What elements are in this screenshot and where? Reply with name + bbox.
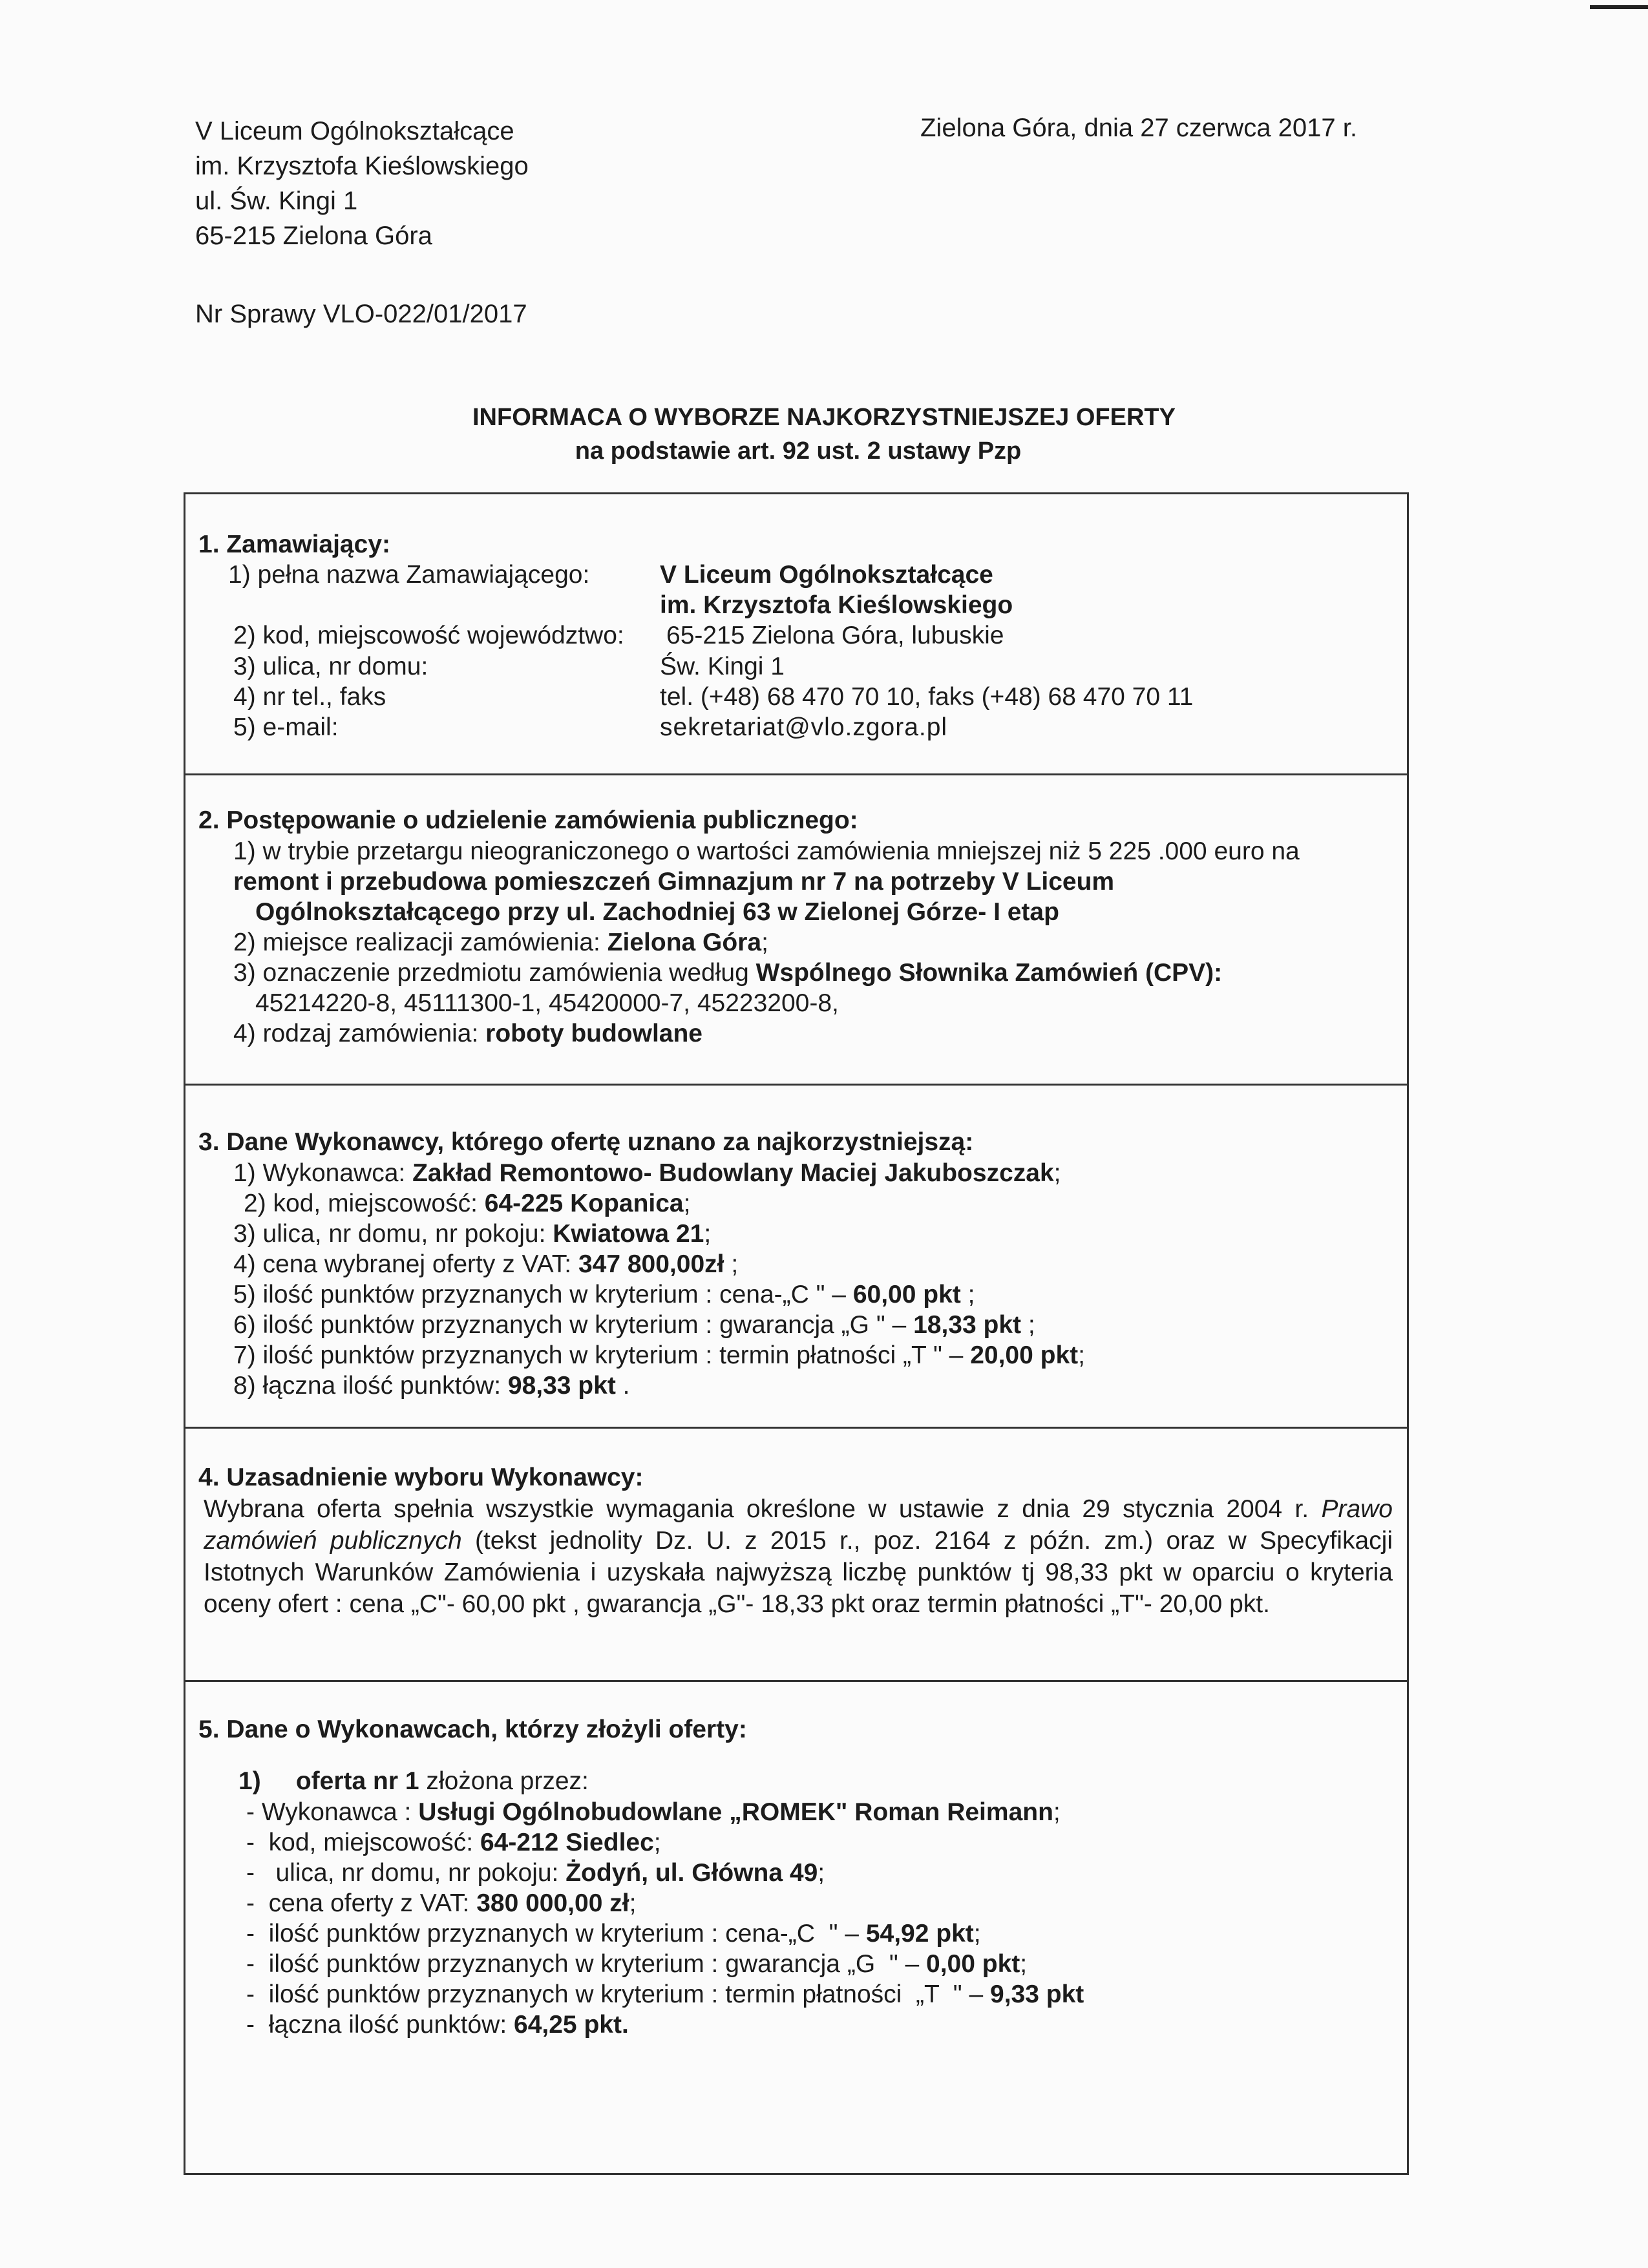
text: 8) łączna ilość punktów: [233,1372,508,1400]
field-value: Św. Kingi 1 [660,653,785,680]
text: 2) miejsce realizacji zamówienia: [233,929,607,956]
text: 380 000,00 zł [476,1889,629,1917]
field-label: 5) e-mail: [233,713,339,741]
text: 347 800,00zł [578,1250,724,1278]
text: 3) oznaczenie przedmiotu zamówienia według [233,959,756,987]
procedure-line: 1) w trybie przetargu nieograniczonego o wartości zamówienia mniejszej niż 5 225 .000 euro na [233,837,1300,865]
section-procedure [185,775,1407,1086]
text: 64-212 Siedlec [480,1829,654,1856]
offer-line [246,1858,825,1889]
text: ; [973,1920,981,1948]
text: 1) [238,1767,296,1795]
field-value: tel. (+48) 68 470 70 10, faks (+48) 68 470 70 11 [660,683,1194,711]
offer-line [246,1827,661,1858]
text: ; [960,1281,975,1308]
offer-line [246,1949,1027,1980]
text: 7) ilość punktów przyznanych w kryterium : termin płatności „T " – [233,1341,971,1369]
law-title: Prawo zamówień publicznych [204,1495,1393,1555]
sender-line: V Liceum Ogólnokształcące [195,117,514,145]
text: 60,00 pkt [852,1281,961,1308]
text: oferta nr 1 [295,1767,419,1795]
scan-edge-mark [1590,5,1648,9]
offer-line [246,1797,1061,1828]
title-line-1: INFORMACA O WYBORZE NAJKORZYSTNIEJSZEJ OFERTY [472,404,1176,431]
text: ; [629,1889,637,1917]
section-heading: 1. Zamawiający: [198,530,390,558]
text: ; [1078,1341,1085,1369]
winner-line [233,1158,1061,1189]
text: ; [683,1190,691,1217]
text: - ilość punktów przyznanych w kryterium : cena-„C " – [246,1920,866,1948]
document-date: Zielona Góra, dnia 27 czerwca 2017 r. [920,114,1357,142]
section-justification [185,1429,1407,1682]
text: 18,33 pkt [913,1311,1021,1339]
text: (tekst jednolity Dz. U. z 2015 r., poz. 2164 z późn. zm.) oraz w Specyfikacji Istotnych Warunków Zamówienia i uzyskała najwyższą liczbę punktów tj 98,33 pkt w oparciu o kryteria oceny ofert : cena „C"- 60,00 pkt , gwarancja „G"- 18,33 pkt oraz termin płatności „T"- 20,00 pkt. [204,1527,1393,1618]
winner-line [233,1279,975,1310]
section-orderer [185,494,1407,775]
winner-line [233,1219,711,1250]
offer-line [246,1888,636,1919]
text: Wspólnego Słownika Zamówień (CPV): [755,959,1223,987]
text: ; [1021,1311,1035,1339]
field-value: sekretariat@vlo.zgora.pl [660,713,948,741]
field-value: 65-215 Zielona Góra, lubuskie [666,622,1004,649]
text: 5) ilość punktów przyznanych w kryterium : cena-„C " – [233,1281,853,1308]
field-label: 4) nr tel., faks [233,683,386,711]
info-table [184,492,1409,2175]
winner-line [233,1370,629,1402]
procedure-line: Ogólnokształcącego przy ul. Zachodniej 63 w Zielonej Górze- I etap [255,898,1059,926]
text: - ilość punktów przyznanych w kryterium : termin płatności „T " – [246,1980,990,2008]
sender-line: im. Krzysztofa Kieślowskiego [195,152,529,180]
text: - cena oferty z VAT: [246,1889,477,1917]
text: Kwiatowa 21 [553,1220,704,1248]
text: 3) ulica, nr domu, nr pokoju: [233,1220,553,1248]
offer-line [238,1766,589,1797]
field-label: 2) kod, miejscowość województwo: [233,622,624,649]
document-title [0,401,1648,468]
text: - kod, miejscowość: [246,1829,480,1856]
text: . [615,1372,630,1400]
text: 0,00 pkt [926,1950,1020,1978]
text: 4) cena wybranej oferty z VAT: [233,1250,578,1278]
sender-line: 65-215 Zielona Góra [195,222,432,250]
section-heading: 5. Dane o Wykonawcach, którzy złożyli oferty: [198,1716,747,1743]
procedure-line [233,1018,703,1049]
text: ; [818,1859,825,1887]
text: ; [761,929,768,956]
text: ; [1053,1159,1061,1187]
section-heading: 2. Postępowanie o udzielenie zamówienia publicznego: [198,806,858,834]
text: 2) kod, miejscowość: [244,1190,485,1217]
offer-line [246,1979,1084,2010]
justification-paragraph [204,1493,1393,1620]
text: 9,33 pkt [990,1980,1084,2008]
section-winner [185,1086,1407,1429]
text: 6) ilość punktów przyznanych w kryterium : gwarancja „G " – [233,1311,914,1339]
text: - łączna ilość punktów: [246,2011,514,2039]
text: złożona przez: [419,1767,589,1795]
text: 54,92 pkt [865,1920,974,1948]
field-value: V Liceum Ogólnokształcące [660,561,993,589]
text: Usługi Ogólnobudowlane „ROMEK" Roman Reimann [418,1798,1053,1826]
text: Zielona Góra [607,929,762,956]
text: 1) Wykonawca: [233,1159,413,1187]
winner-line [233,1249,738,1280]
text: ; [1020,1950,1028,1978]
text: 64-225 Kopanica [484,1190,684,1217]
text: ; [704,1220,712,1248]
text: ; [724,1250,739,1278]
offer-line [246,1918,981,1949]
winner-line [233,1310,1035,1341]
section-offers [185,1682,1407,2173]
text: Zakład Remontowo- Budowlany Maciej Jakuboszczak [412,1159,1054,1187]
title-line-2: na podstawie art. 92 ust. 2 ustawy Pzp [575,437,1022,465]
winner-line [233,1340,1085,1371]
sender-line: ul. Św. Kingi 1 [195,187,358,215]
text: 4) rodzaj zamówienia: [233,1020,486,1047]
text: - Wykonawca : [246,1798,419,1826]
procedure-line [233,927,768,958]
field-label: 3) ulica, nr domu: [233,653,428,680]
field-label: 1) pełna nazwa Zamawiającego: [228,561,590,589]
case-number: Nr Sprawy VLO-022/01/2017 [195,300,527,328]
text: 20,00 pkt [970,1341,1079,1369]
field-value: im. Krzysztofa Kieślowskiego [660,591,1013,619]
sender-address [195,114,529,253]
winner-line [244,1188,690,1219]
text: roboty budowlane [485,1020,703,1047]
text: Wybrana oferta spełnia wszystkie wymagania określone w ustawie z dnia 29 stycznia 2004 r. [204,1495,1322,1523]
procedure-line [233,958,1222,989]
procedure-line: remont i przebudowa pomieszczeń Gimnazjum nr 7 na potrzeby V Liceum [233,868,1115,896]
section-heading: 3. Dane Wykonawcy, którego ofertę uznano za najkorzystniejszą: [198,1128,974,1156]
procedure-line: 45214220-8, 45111300-1, 45420000-7, 45223200-8, [255,989,839,1017]
section-heading: 4. Uzasadnienie wyboru Wykonawcy: [198,1464,644,1491]
offer-line [246,2010,629,2041]
text: - ulica, nr domu, nr pokoju: [246,1859,566,1887]
text: 64,25 pkt. [514,2011,629,2039]
text: - ilość punktów przyznanych w kryterium : gwarancja „G " – [246,1950,927,1978]
text: 98,33 pkt [507,1372,616,1400]
text: ; [653,1829,661,1856]
text: ; [1053,1798,1061,1826]
text: Żodyń, ul. Główna 49 [565,1859,818,1887]
